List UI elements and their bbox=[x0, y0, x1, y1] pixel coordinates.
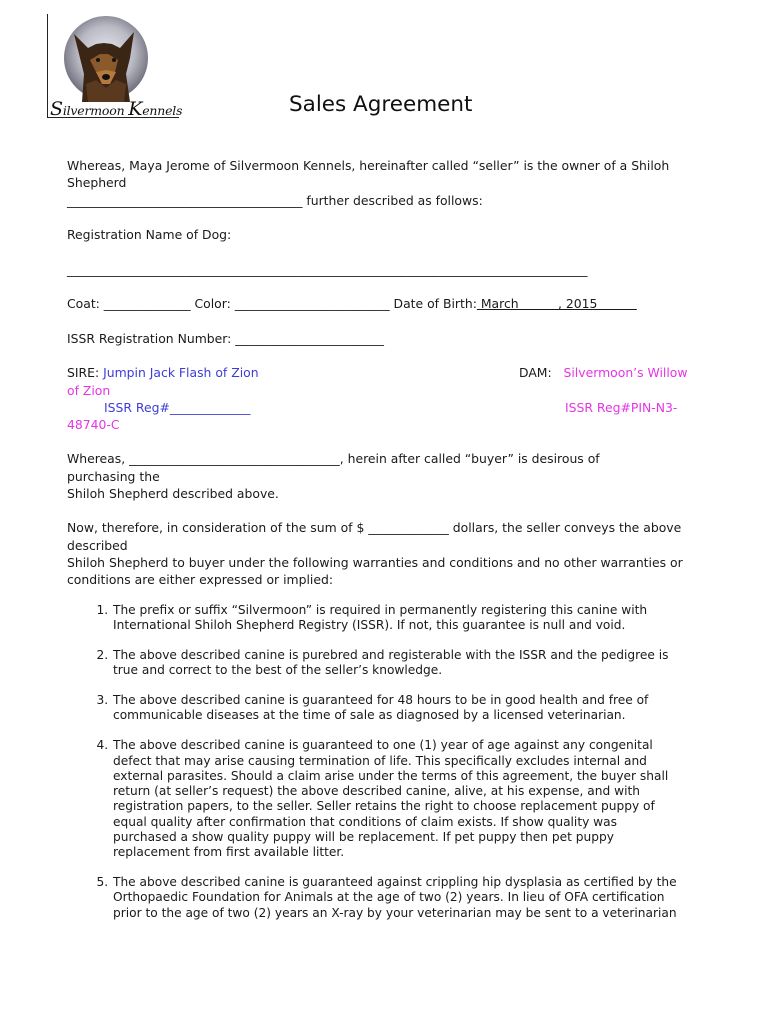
term-item: 2. The above described canine is purebred and registerable with the ISSR and the pedigree is true and correct to the best of the seller’s knowledge. bbox=[112, 648, 752, 679]
sire-reg-blank[interactable]: _____________ bbox=[169, 400, 251, 415]
seller-paragraph-line3: ______________________________________ further described as follows: bbox=[67, 193, 483, 208]
dam-reg: ISSR Reg#PIN-N3- bbox=[565, 400, 678, 415]
sire-name: Jumpin Jack Flash of Zion bbox=[103, 365, 259, 380]
date-of-birth-value[interactable]: March , 2015 bbox=[476, 296, 637, 311]
registration-name-blank[interactable]: ____________________________________________________________________________________ bbox=[67, 262, 588, 277]
kennel-logo-dog-moon-image bbox=[60, 14, 152, 102]
logo-left-rule bbox=[47, 14, 48, 118]
price-blank[interactable]: _____________ bbox=[368, 520, 449, 535]
buyer-paragraph-line2: purchasing the bbox=[67, 469, 160, 484]
sire-line: SIRE: Jumpin Jack Flash of Zion bbox=[67, 365, 259, 380]
breed-description-blank[interactable]: ______________________________________ bbox=[67, 193, 303, 208]
coat-blank[interactable]: ______________ bbox=[103, 296, 191, 311]
dam-name: Silvermoon’s Willow bbox=[563, 365, 688, 380]
seller-paragraph-line1: Whereas, Maya Jerome of Silvermoon Kennels, hereinafter called “seller” is the owner of a Shiloh bbox=[67, 158, 670, 173]
dam-line: DAM: Silvermoon’s Willow bbox=[519, 365, 688, 380]
consideration-line1: Now, therefore, in consideration of the sum of $ _____________ dollars, the seller conveys the above bbox=[67, 520, 682, 535]
color-blank[interactable]: _________________________ bbox=[234, 296, 390, 311]
term-item: 1. The prefix or suffix “Silvermoon” is required in permanently registering this canine with International Shiloh Shepherd Registry (ISSR). If not, this guarantee is null and void. bbox=[112, 603, 752, 634]
dam-reg-continued: 48740-C bbox=[67, 417, 120, 432]
seller-paragraph-line2: Shepherd bbox=[67, 175, 127, 190]
term-item: 4. The above described canine is guaranteed to one (1) year of age against any congenital defect that may arise causing termination of life. This specifically excludes internal and external parasites. Should a claim arise under the terms of this agreement, the buyer shall return (at seller’s request) the above described canine, alive, at his expense, and with registration papers, to the seller. Seller retains the right to choose replacement puppy of equal quality after confirmation that conditions of claim exists. If show quality was purchased a show quality puppy will be replacement. If pet puppy then pet puppy replacement from first available litter. bbox=[112, 738, 752, 860]
consideration-line2: described bbox=[67, 538, 128, 553]
consideration-line4: conditions are either expressed or implied: bbox=[67, 572, 334, 587]
buyer-paragraph-line3: Shiloh Shepherd described above. bbox=[67, 486, 279, 501]
issr-registration-number-row: ISSR Registration Number: ________________________ bbox=[67, 331, 384, 346]
sire-reg-line: ISSR Reg#_____________ bbox=[104, 400, 251, 415]
buyer-paragraph-line1: Whereas, __________________________________, herein after called “buyer” is desirous of bbox=[67, 451, 600, 466]
term-item: 3. The above described canine is guaranteed for 48 hours to be in good health and free of communicable diseases at the time of sale as diagnosed by a licensed veterinarian. bbox=[112, 693, 752, 724]
coat-color-dob-row: Coat: ______________ Color: _________________________ Date of Birth: March , 2015 bbox=[67, 296, 637, 311]
issr-number-blank[interactable]: ________________________ bbox=[235, 331, 384, 346]
dam-name-continued: of Zion bbox=[67, 383, 111, 398]
buyer-name-blank[interactable]: __________________________________ bbox=[129, 451, 340, 466]
terms-list bbox=[67, 603, 752, 936]
document-title: Sales Agreement bbox=[289, 92, 473, 117]
registration-name-label: Registration Name of Dog: bbox=[67, 227, 232, 242]
term-item: 5. The above described canine is guaranteed against crippling hip dysplasia as certified by the Orthopaedic Foundation for Animals at the age of two (2) years. In lieu of OFA certification prior to the age of two (2) years an X-ray by your veterinarian may be sent to a veterinarian bbox=[112, 875, 752, 921]
consideration-line3: Shiloh Shepherd to buyer under the following warranties and conditions and no other warranties or bbox=[67, 555, 683, 570]
kennel-logo-text: Silvermoon Kennels bbox=[50, 98, 183, 120]
